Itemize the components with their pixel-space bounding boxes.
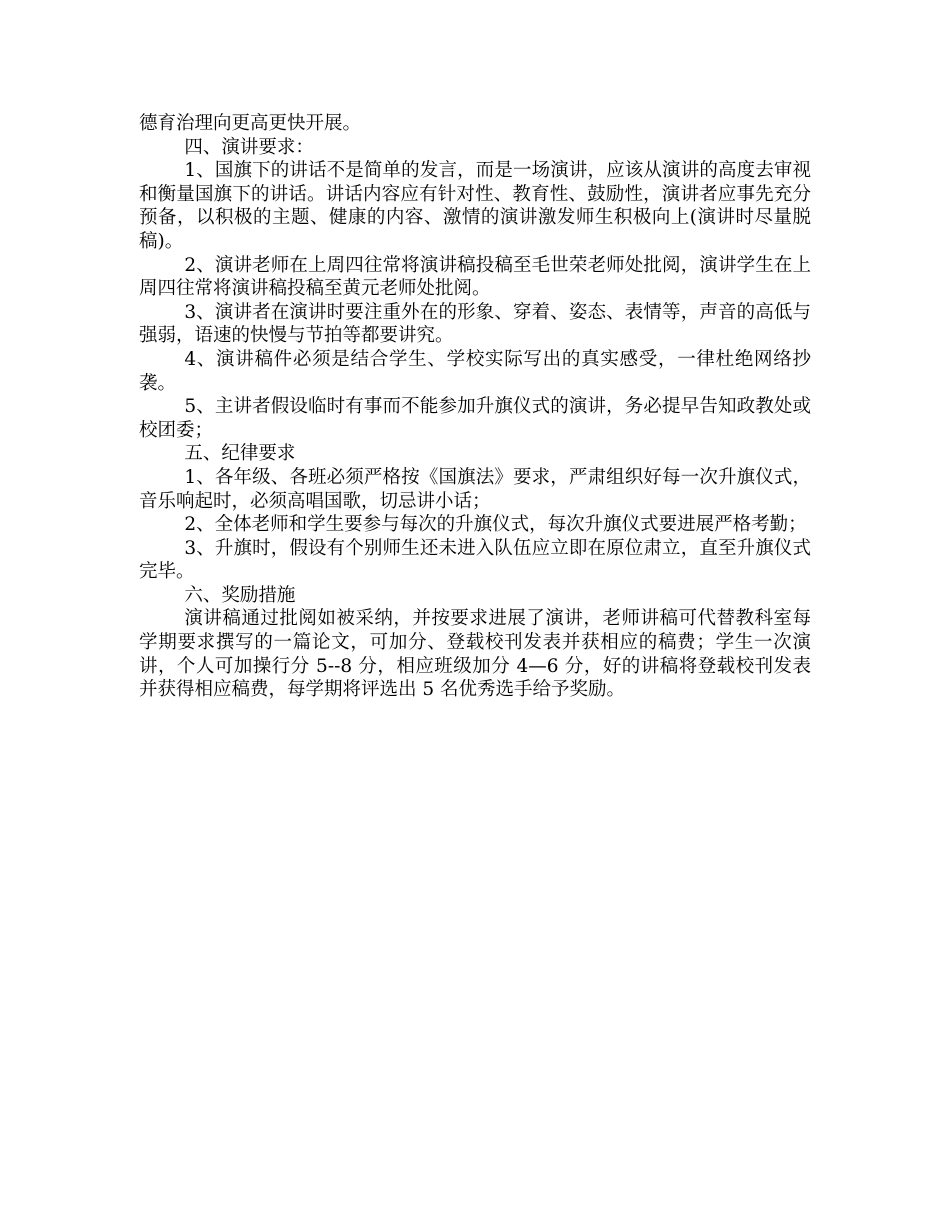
section-heading-discipline: 五、纪律要求: [184, 443, 296, 465]
speech-requirement-3: 3、演讲者在演讲时要注重外在的形象、穿着、姿态、表情等，声音的高低与强弱，语速的快慢与节拍等都要讲究。: [139, 301, 811, 347]
speech-requirement-2: 2、演讲老师在上周四往常将演讲稿投稿至毛世荣老师处批阅，演讲学生在上周四往常将演讲稿投稿至黄元老师处批阅。: [139, 254, 811, 300]
discipline-requirement-3: 3、升旗时，假设有个别师生还未进入队伍应立即在原位肃立，直至升旗仪式完毕。: [139, 537, 811, 583]
paragraph-continuation: 德育治理向更高更快开展。: [139, 113, 362, 134]
document-body: [139, 112, 811, 702]
section-heading-speech-requirements: 四、演讲要求：: [184, 136, 314, 158]
rewards-paragraph: 演讲稿通过批阅如被采纳，并按要求进展了演讲，老师讲稿可代替教科室每学期要求撰写的一篇论文，可加分、登载校刊发表并获相应的稿费；学生一次演讲，个人可加操行分 5--8 分，相应班级加分 4—6 分，好的讲稿将登载校刊发表并获得相应稿费，每学期将评选出 5 名优秀选手给予奖励。: [139, 608, 811, 701]
speech-requirement-1: 1、国旗下的讲话不是简单的发言，而是一场演讲，应该从演讲的高度去审视和衡量国旗下的讲话。讲话内容应有针对性、教育性、鼓励性，演讲者应事先充分预备，以积极的主题、健康的内容、激情的演讲激发师生积极向上(演讲时尽量脱稿)。: [139, 160, 811, 252]
discipline-requirement-1: 1、各年级、各班必须严格按《国旗法》要求，严肃组织好每一次升旗仪式，音乐响起时，必须高唱国歌，切忌讲小话；: [139, 466, 811, 512]
section-heading-rewards: 六、奖励措施: [184, 584, 296, 606]
speech-requirement-4: 4、演讲稿件必须是结合学生、学校实际写出的真实感受，一律杜绝网络抄袭。: [139, 348, 811, 394]
speech-requirement-5: 5、主讲者假设临时有事而不能参加升旗仪式的演讲，务必提早告知政教处或校团委；: [139, 396, 811, 441]
discipline-requirement-2: 2、全体老师和学生要参与每次的升旗仪式，每次升旗仪式要进展严格考勤；: [184, 514, 807, 536]
